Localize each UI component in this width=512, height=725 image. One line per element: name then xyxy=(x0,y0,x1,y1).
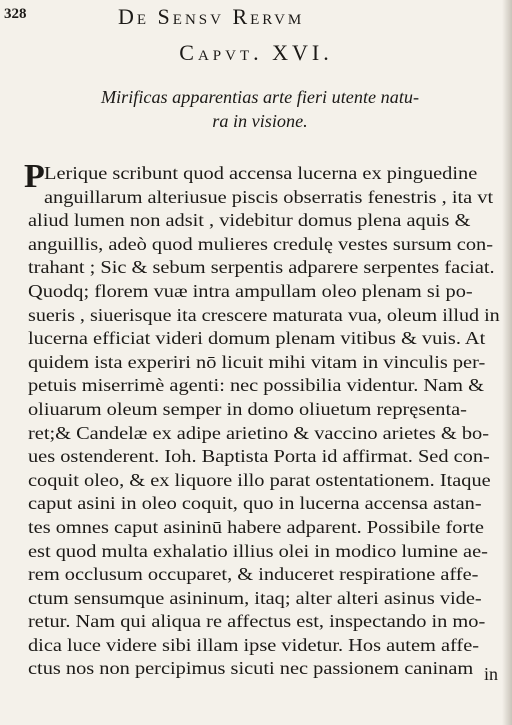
text-line: oliuarum oleum semper in domo oliuetum repręsenta- xyxy=(28,398,467,419)
text-line: dica luce videre sibi illam ipse videtur. Hos autem affe- xyxy=(28,634,480,655)
text-line: caput asini in oleo coquit, quo in lucerna accensa astan- xyxy=(28,493,482,514)
page-number: 328 xyxy=(4,6,27,22)
chapter-heading: Capvt. XVI. xyxy=(179,40,333,65)
running-head xyxy=(0,4,512,30)
text-line: petuis miserrimè agenti: nec possibilia videntur. Nam & xyxy=(28,375,484,396)
text-line: ues ostenderent. Ioh. Baptista Porta id affirmat. Sed con- xyxy=(28,446,490,467)
text-line: tes omnes caput asininū habere adparent. Possibile forte xyxy=(28,516,484,537)
text-line: anguillarum alteriusue piscis obserratis fenestris , ita vt xyxy=(44,186,494,207)
text-line: anguillis, adeò quod mulieres credulę vestes sursum con- xyxy=(28,233,494,254)
summary-line: ra in visione. xyxy=(212,110,308,131)
drop-capital: P xyxy=(24,158,45,195)
summary-line: Mirificas apparentias arte fieri utente natu- xyxy=(100,87,420,107)
chapter-summary xyxy=(70,86,450,133)
text-line: Lerique scribunt quod accensa lucerna ex pinguedine xyxy=(44,163,478,183)
catchword: in xyxy=(484,664,499,684)
text-line: ctum sensumque asininum, itaq; alter alteri asinus vide- xyxy=(28,587,482,608)
text-line: Quodq; florem vuæ intra ampullam oleo plenam si po- xyxy=(28,280,473,301)
running-title: De Sensv Rervm xyxy=(118,4,305,29)
text-line: rem occlusum occuparet, & induceret respiratione affe- xyxy=(28,564,479,585)
text-line: lucerna efficiat videri domum plenam vitibus & vuis. At xyxy=(28,328,486,349)
text-line: sueris , siuerisque ita crescere maturata vua, oleum illud in xyxy=(28,304,500,325)
text-line: quidem ista experiri nō licuit mihi vitam in vinculis per- xyxy=(28,351,486,372)
text-line: est quod multa exhalatio illius olei in modico lumine ae- xyxy=(28,540,488,561)
text-line: coquit oleo, & ex liquore illo parat ostentationem. Itaque xyxy=(28,469,491,490)
body-text xyxy=(0,158,512,681)
text-line: aliud lumen non adsit , videbitur domus plena aquis & xyxy=(28,210,471,231)
text-line: trahant ; Sic & sebum serpentis adparere serpentes faciat. xyxy=(28,257,495,278)
text-line: retur. Nam qui aliqua re affectus est, inspectando in mo- xyxy=(28,611,486,632)
text-line: ctus nos non percipimus sicuti nec passionem caninam xyxy=(28,658,474,679)
text-line: ret;& Candelæ ex adipe arietino & vaccino arietes & bo- xyxy=(28,422,490,443)
